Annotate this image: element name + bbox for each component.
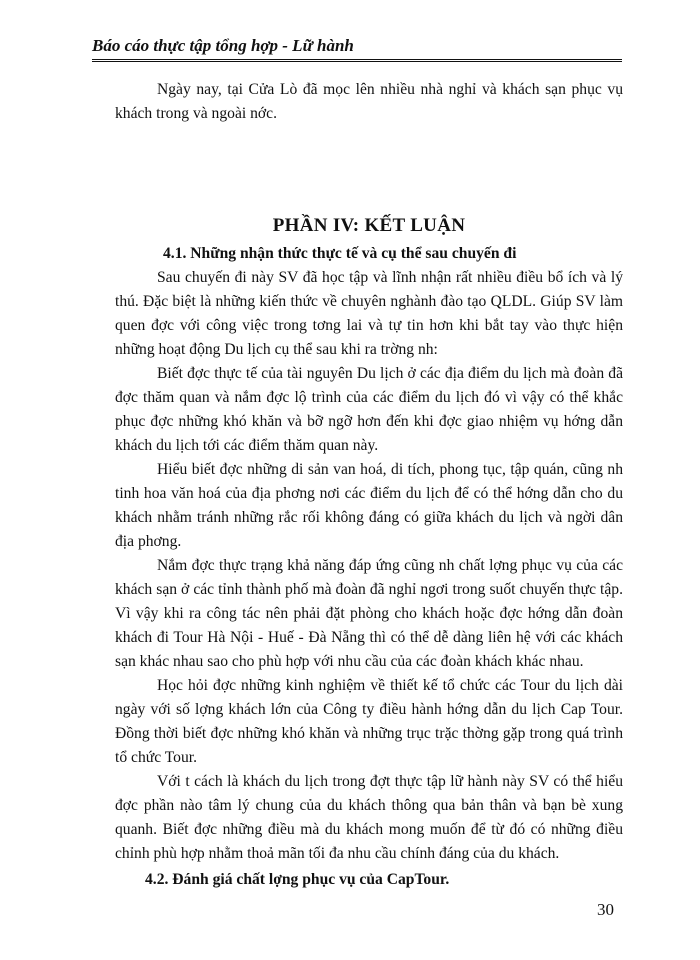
section-heading-4-1: 4.1. Những nhận thức thực tế và cụ thể sau chuyến đi xyxy=(163,245,517,262)
document-body xyxy=(115,78,623,892)
page-header xyxy=(92,36,622,62)
body-paragraph: Học hỏi đợc những kinh nghiệm về thiết kế tổ chức các Tour du lịch dài ngày với số lợng khách lớn của Công ty điều hành hớng dẫn du lịch Cap Tour. Đồng thời biết đợc những khó khăn và những trục trặc thờng gặp trong quá trình tổ chức Tour. xyxy=(115,677,623,766)
header-title: Báo cáo thực tập tổng hợp - Lữ hành xyxy=(92,36,354,55)
body-paragraph: Nắm đợc thực trạng khả năng đáp ứng cũng nh chất lợng phục vụ của các khách sạn ở các tỉnh thành phố mà đoàn đã nghỉ ngơi trong suốt chuyến thực tập. Vì vậy khi ra công tác nên phải đặt phòng cho khách hoặc đợc hớng dẫn đoàn khách đi Tour Hà Nội - Huế - Đà Nẵng thì có thể dễ dàng liên hệ với các khách sạn khác nhau sao cho phù hợp với nhu cầu của các đoàn khách khác nhau. xyxy=(115,557,623,670)
page-number: 30 xyxy=(597,900,614,919)
body-paragraph: Với t cách là khách du lịch trong đợt thực tập lữ hành này SV có thể hiểu đợc phần nào tâm lý chung của du khách thông qua bản thân và bạn bè xung quanh. Biết đợc những điều mà du khách mong muốn để từ đó có những điều chỉnh phù hợp nhằm thoả mãn tối đa nhu cầu chính đáng của du khách. xyxy=(115,773,623,862)
section-heading-4-2: 4.2. Đánh giá chất lợng phục vụ của CapTour. xyxy=(145,871,450,888)
section-spacer xyxy=(115,126,623,214)
body-paragraph: Sau chuyến đi này SV đã học tập và lĩnh nhận rất nhiều điều bổ ích và lý thú. Đặc biệt là những kiến thức về chuyên nghành đào tạo QLDL. Giúp SV làm quen đợc với công việc trong tơng lai và tự tin hơn khi bắt tay vào thực hiện những hoạt động Du lịch cụ thể sau khi ra trờng nh: xyxy=(115,269,623,358)
part-title: PHẦN IV: KẾT LUẬN xyxy=(272,215,466,236)
body-paragraph: Hiểu biết đợc những di sản van hoá, di tích, phong tục, tập quán, cũng nh tinh hoa văn hoá của địa phơng nơi các điểm du lịch để có thể hớng dẫn cho du khách nhằm tránh những rắc rối không đáng có giữa khách du lịch và ngời dân địa phơng. xyxy=(115,461,623,550)
intro-paragraph: Ngày nay, tại Cửa Lò đã mọc lên nhiều nhà nghỉ và khách sạn phục vụ khách trong và ngoài nớc. xyxy=(115,81,623,122)
body-paragraph: Biết đợc thực tế của tài nguyên Du lịch ở các địa điểm du lịch mà đoàn đã đợc thăm quan và nắm đợc lộ trình của các điểm du lịch đó vì vậy có thể khắc phục đợc những khó khăn và bỡ ngỡ hơn đến khi đợc giao nhiệm vụ hớng dẫn khách du lịch tới các điểm thăm quan này. xyxy=(115,365,623,454)
